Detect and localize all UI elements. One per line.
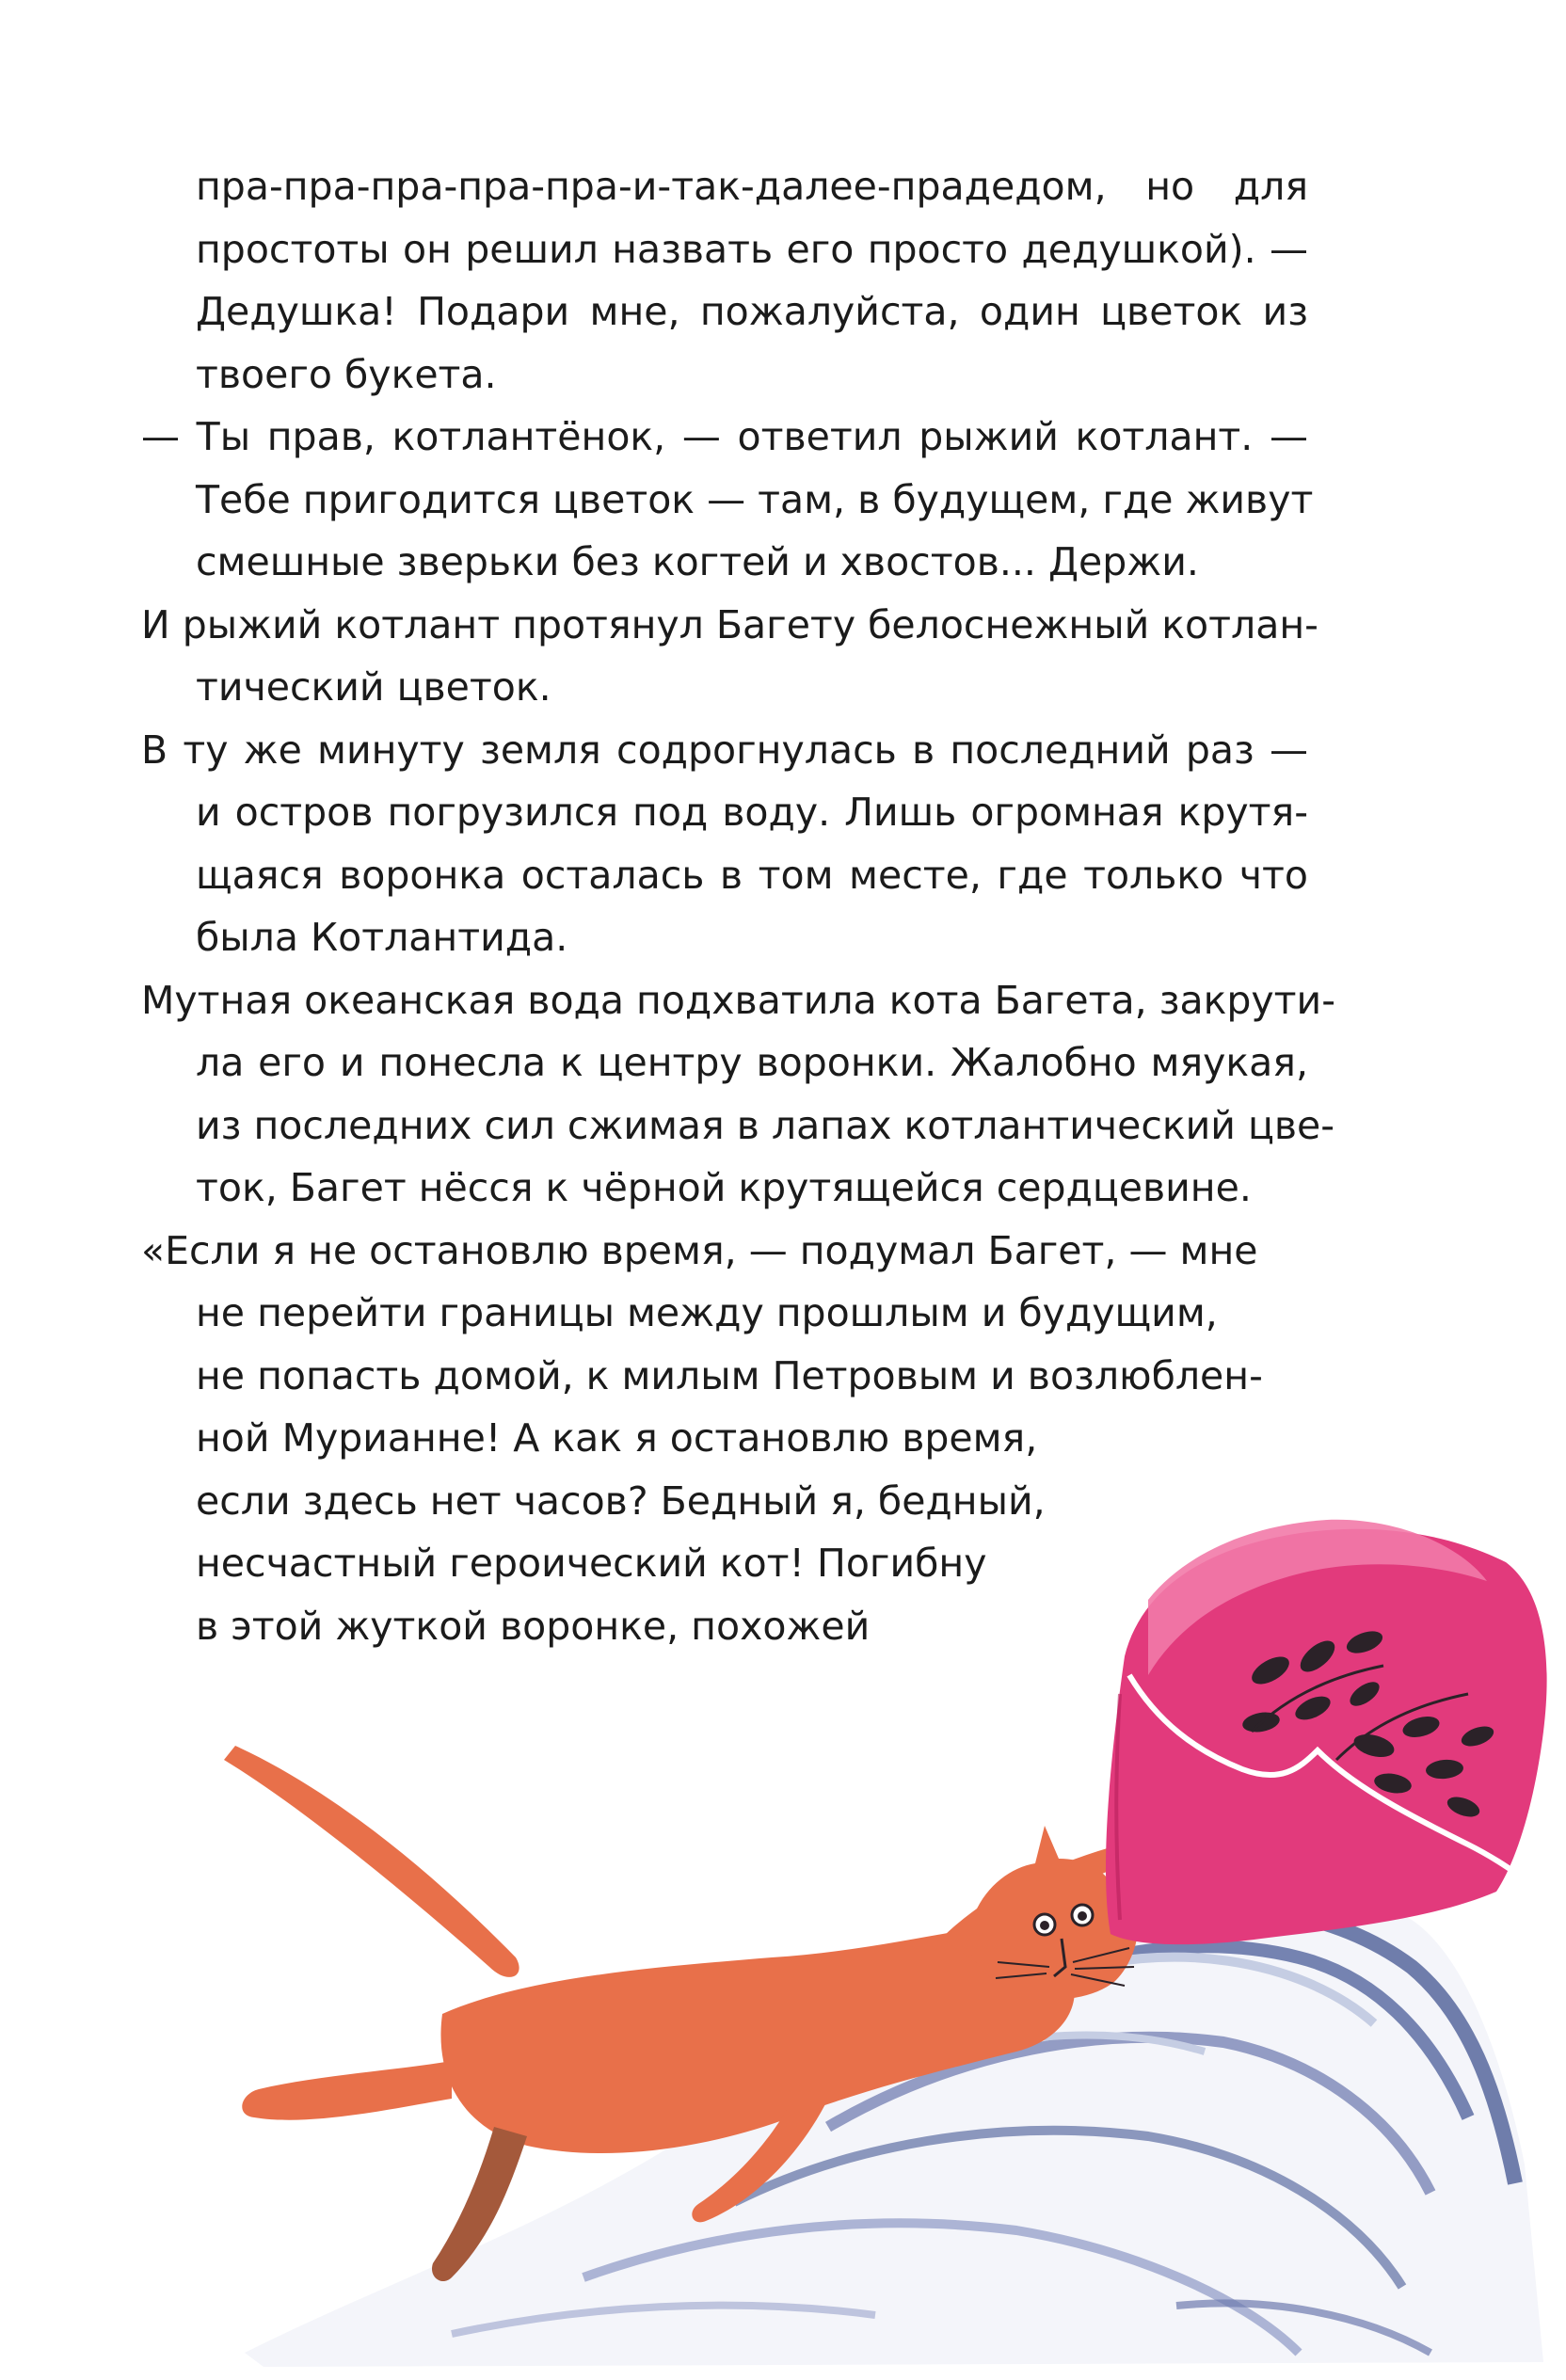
story-text <box>141 155 1335 1657</box>
text-line: щаяся воронка осталась в том месте, где только что <box>196 852 1308 898</box>
text-line: Мутная океанская вода подхватила кота Багета, закрути- <box>141 977 1335 1023</box>
text-line: не перейти границы между прошлым и будущим, <box>196 1290 1218 1335</box>
text-line: простоты он решил назвать его просто дедушкой). — <box>196 226 1308 272</box>
text-line: — Ты прав, котлантёнок, — ответил рыжий котлант. — <box>141 414 1308 459</box>
text-line: если здесь нет часов? Бедный я, бедный, <box>196 1478 1046 1524</box>
paragraph-1 <box>141 155 1308 406</box>
text-line: не попасть домой, к милым Петровым и возлюблен- <box>196 1352 1263 1398</box>
text-line: ток, Багет нёсся к чёрной крутящейся сердцевине. <box>196 1165 1252 1210</box>
paragraph-4 <box>141 719 1308 969</box>
text-line: в этой жуткой воронке, похожей <box>196 1603 871 1649</box>
text-line: тический цветок. <box>196 664 551 710</box>
text-line: смешные зверьки без когтей и хвостов... Держи. <box>196 539 1199 584</box>
text-line: была Котлантида. <box>196 915 568 960</box>
text-line: твоего букета. <box>196 351 497 397</box>
text-line: Тебе пригодится цветок — там, в будущем, где живут <box>196 476 1314 522</box>
text-line: Дедушка! Подари мне, пожалуйста, один цветок из <box>196 289 1308 334</box>
paragraph-3 <box>141 594 1318 719</box>
paragraph-5 <box>141 969 1335 1220</box>
paragraph-2 <box>141 406 1314 594</box>
text-line: из последних сил сжимая в лапах котлантический цве- <box>196 1102 1335 1148</box>
text-line: В ту же минуту земля содрогнулась в последний раз — <box>141 727 1308 773</box>
text-line: «Если я не остановлю время, — подумал Багет, — мне <box>141 1227 1258 1273</box>
text-line: и остров погрузился под воду. Лишь огромная крутя- <box>196 790 1308 835</box>
text-line: ла его и понесла к центру воронки. Жалобно мяукая, <box>196 1040 1308 1085</box>
text-line: несчастный героический кот! Погибну <box>196 1541 987 1586</box>
text-line: И рыжий котлант протянул Багету белоснежный котлан- <box>141 601 1318 647</box>
text-line: пра-пра-пра-пра-пра-и-так-далее-прадедом, но для <box>196 164 1308 209</box>
text-line: ной Мурианне! А как я остановлю время, <box>196 1415 1038 1461</box>
paragraph-6 <box>141 1220 1308 1658</box>
